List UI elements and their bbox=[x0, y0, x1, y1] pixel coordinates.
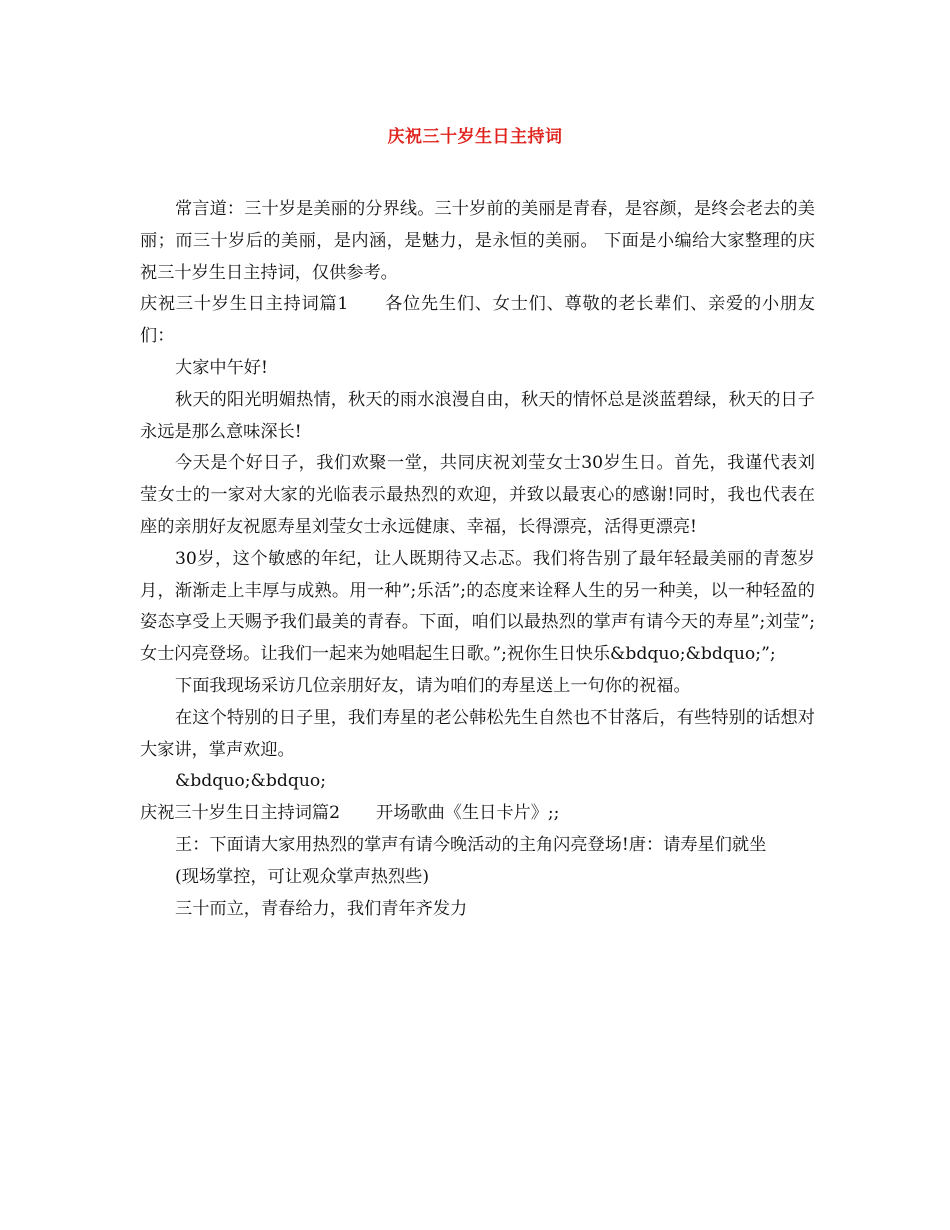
section-1-text: 各位先生们、女士们、尊敬的老长辈们、亲爱的小朋友们： bbox=[140, 294, 815, 347]
section-2-text: 开场歌曲《生日卡片》;; bbox=[376, 803, 560, 824]
interview-paragraph: 下面我现场采访几位亲朋好友，请为咱们的寿星送上一句你的祝福。 bbox=[175, 675, 691, 696]
husband-paragraph: 在这个特别的日子里，我们寿星的老公韩松先生自然也不甘落后，有些特别的话想对大家讲，掌声欢迎。 bbox=[140, 707, 815, 760]
today-paragraph: 今天是个好日子，我们欢聚一堂，共同庆祝刘莹女士30岁生日。首先，我谨代表刘莹女士的一家对大家的光临表示最热烈的欢迎，并致以最衷心的感谢!同时，我也代表在座的亲朋好友祝愿寿星刘莹女士永远健康、幸福，长得漂亮，活得更漂亮! bbox=[140, 453, 815, 537]
section-1-line bbox=[140, 289, 815, 353]
greeting-paragraph: 大家中午好! bbox=[175, 357, 268, 378]
quote-paragraph: &bdquo;&bdquo; bbox=[175, 771, 327, 792]
note-paragraph: (现场掌控，可让观众掌声热烈些) bbox=[175, 866, 430, 887]
section-2-heading: 庆祝三十岁生日主持词篇2 bbox=[140, 803, 340, 824]
document-body bbox=[140, 194, 815, 925]
document-title: 庆祝三十岁生日主持词 bbox=[387, 127, 563, 147]
section-1-heading: 庆祝三十岁生日主持词篇1 bbox=[140, 294, 349, 315]
autumn-paragraph: 秋天的阳光明媚热情，秋天的雨水浪漫自由，秋天的情怀总是淡蓝碧绿，秋天的日子永远是那么意味深长! bbox=[140, 389, 815, 442]
host-paragraph: 王：下面请大家用热烈的掌声有请今晚活动的主角闪亮登场!唐：请寿星们就坐 bbox=[175, 834, 767, 855]
section-2-line bbox=[140, 798, 815, 830]
age-paragraph: 30岁，这个敏感的年纪，让人既期待又忐忑。我们将告别了最年轻最美丽的青葱岁月，渐渐走上丰厚与成熟。用一种”;乐活”;的态度来诠释人生的另一种美，以一种轻盈的姿态享受上天赐予我们最美的青春。下面，咱们以最热烈的掌声有请今天的寿星”;刘莹”;女士闪亮登场。让我们一起来为她唱起生日歌。”;祝你生日快乐&bdquo;&bdquo;”; bbox=[140, 548, 815, 665]
intro-paragraph: 常言道：三十岁是美丽的分界线。三十岁前的美丽是青春，是容颜，是终会老去的美丽；而三十岁后的美丽，是内涵，是魅力，是永恒的美丽。 下面是小编给大家整理的庆祝三十岁生日主持词，仅供参考。 bbox=[140, 199, 815, 283]
closing-paragraph: 三十而立，青春给力，我们青年齐发力 bbox=[175, 898, 468, 919]
